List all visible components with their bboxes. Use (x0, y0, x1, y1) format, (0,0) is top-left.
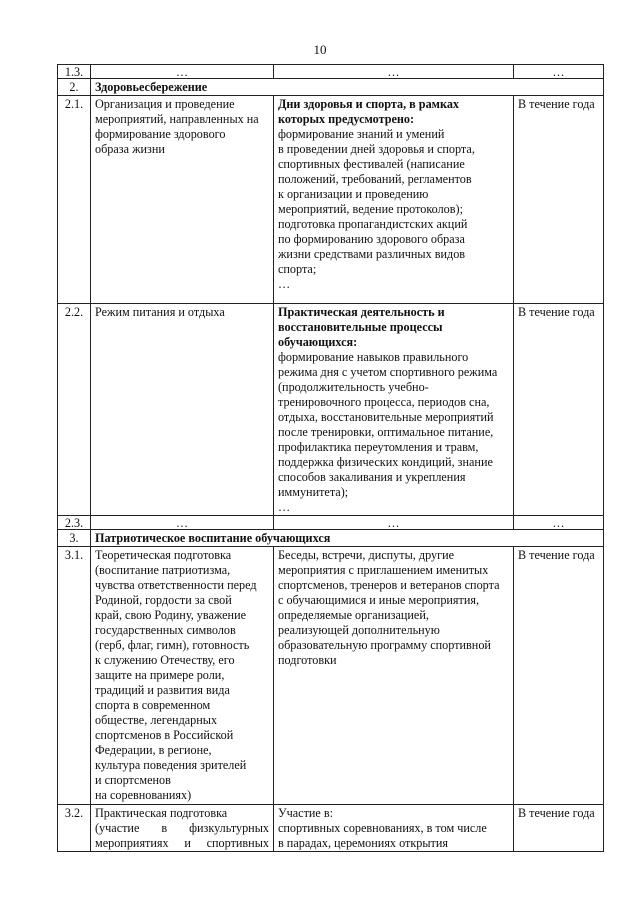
text-line: чувства ответственности перед (95, 578, 257, 592)
text-line: определяемые организацией, (278, 608, 429, 622)
text-line: на соревнованиях) (95, 788, 192, 802)
text-line: после тренировки, оптимальное питание, (278, 425, 494, 439)
ellipsis-cell: … (274, 65, 514, 79)
text-line: образовательную программу спортивной (278, 638, 491, 652)
text-line: обществе, легендарных (95, 713, 218, 727)
page-number: 10 (313, 42, 327, 57)
text-line: мероприятий, направленных на (95, 112, 259, 126)
term-cell: В течение года (514, 96, 604, 304)
activity-name (91, 547, 274, 805)
text-line: формирование навыков правильного (278, 350, 469, 364)
text-line: образа жизни (95, 142, 165, 156)
text-line: спортивных фестивалей (написание (278, 157, 465, 171)
text-line: в проведении дней здоровья и спорта, (278, 142, 475, 156)
activity-content (274, 96, 514, 304)
row-number: 2.3. (58, 516, 91, 530)
text-line: тренировочного процесса, периодов сна, (278, 395, 490, 409)
section-title: Патриотическое воспитание обучающихся (91, 530, 604, 547)
ellipsis-cell: … (91, 65, 274, 79)
text-line: с обучающимися и иные мероприятия, (278, 593, 480, 607)
table-row (58, 547, 604, 805)
section-number: 2. (58, 79, 91, 96)
text-line: отдыха, восстановительные мероприятий (278, 410, 494, 424)
activity-name (91, 304, 274, 516)
activity-name (91, 805, 274, 852)
text-line: традиций и развития вида (95, 683, 230, 697)
text-line: (продолжительность учебно- (278, 380, 429, 394)
row-number: 3.2. (58, 805, 91, 852)
table-row (58, 516, 604, 530)
text-line: мероприятиях и спортивных (95, 836, 269, 850)
text-line: государственных символов (95, 623, 236, 637)
text-line: Режим питания и отдыха (95, 305, 225, 319)
text-line: к служению Отечеству, его (95, 653, 235, 667)
text-line: профилактика переутомления и травм, (278, 440, 479, 454)
text-line: формирование знаний и умений (278, 127, 445, 141)
text-line: (участие в физкультурных (95, 821, 269, 835)
activity-name (91, 96, 274, 304)
text-line: Участие в: (278, 806, 334, 820)
text-line: культура поведения зрителей (95, 758, 247, 772)
activities-table (57, 64, 604, 852)
activity-content (274, 304, 514, 516)
text-line: поддержка физических кондиций, знание (278, 455, 493, 469)
ellipsis: … (278, 277, 291, 291)
text-line: Практическая подготовка (95, 806, 228, 820)
section-title: Здоровьесбережение (91, 79, 604, 96)
section-row (58, 530, 604, 547)
activity-content (274, 805, 514, 852)
text-line: Беседы, встречи, диспуты, другие (278, 548, 455, 562)
text-line: мероприятий, ведение протоколов); (278, 202, 463, 216)
text-line: к организации и проведению (278, 187, 429, 201)
text-line: спортивных соревнованиях, в том числе (278, 821, 487, 835)
content-heading-line: восстановительные процессы (278, 320, 443, 334)
text-line: режима дня с учетом спортивного режима (278, 365, 498, 379)
text-line: в парадах, церемониях открытия (278, 836, 448, 850)
text-line: иммунитета); (278, 485, 349, 499)
text-line: реализующей дополнительную (278, 623, 440, 637)
text-line: Федерации, в регионе, (95, 743, 212, 757)
text-line: формирование здорового (95, 127, 226, 141)
text-line: способов закаливания и укрепления (278, 470, 466, 484)
ellipsis-cell: … (514, 516, 604, 530)
text-line: спортсменов в Российской (95, 728, 234, 742)
text-line: спорта в современном (95, 698, 211, 712)
row-number: 2.1. (58, 96, 91, 304)
ellipsis-cell: … (274, 516, 514, 530)
table-row (58, 65, 604, 79)
row-number: 3.1. (58, 547, 91, 805)
text-line: (герб, флаг, гимн), готовность (95, 638, 250, 652)
text-line: спортсменов, тренеров и ветеранов спорта (278, 578, 500, 592)
term-cell: В течение года (514, 547, 604, 805)
section-number: 3. (58, 530, 91, 547)
text-line: защите на примере роли, (95, 668, 225, 682)
row-number: 1.3. (58, 65, 91, 79)
term-cell: В течение года (514, 304, 604, 516)
text-line: подготовка пропагандистских акций (278, 217, 468, 231)
text-line: Организация и проведение (95, 97, 235, 111)
text-line: мероприятия с приглашением именитых (278, 563, 489, 577)
text-line: и спортсменов (95, 773, 171, 787)
text-line: по формированию здорового образа (278, 232, 465, 246)
text-line: Родиной, гордости за свой (95, 593, 232, 607)
content-heading-line: Практическая деятельность и (278, 305, 445, 319)
ellipsis-cell: … (91, 516, 274, 530)
content-heading-line: обучающихся: (278, 335, 358, 349)
term-cell: В течение года (514, 805, 604, 852)
row-number: 2.2. (58, 304, 91, 516)
text-line: край, свою Родину, уважение (95, 608, 247, 622)
ellipsis-cell: … (514, 65, 604, 79)
activity-content (274, 547, 514, 805)
table-row (58, 805, 604, 852)
text-line: подготовки (278, 653, 337, 667)
section-row (58, 79, 604, 96)
text-line: спорта; (278, 262, 317, 276)
text-line: жизни средствами различных видов (278, 247, 466, 261)
content-heading-line: которых предусмотрено: (278, 112, 415, 126)
text-line: (воспитание патриотизма, (95, 563, 231, 577)
table-row (58, 304, 604, 516)
text-line: Теоретическая подготовка (95, 548, 232, 562)
ellipsis: … (278, 500, 291, 514)
table-row (58, 96, 604, 304)
content-heading-line: Дни здоровья и спорта, в рамках (278, 97, 460, 111)
text-line: положений, требований, регламентов (278, 172, 472, 186)
